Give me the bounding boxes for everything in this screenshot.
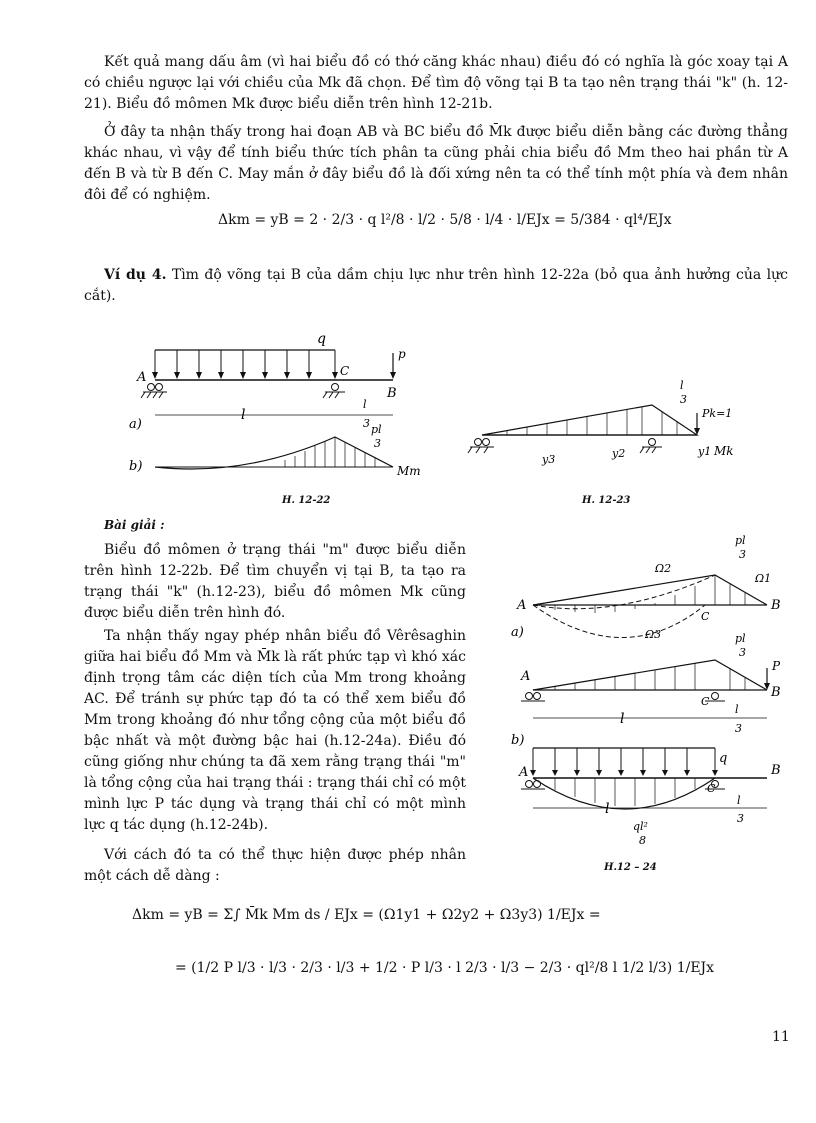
fig22-label-q: q xyxy=(317,331,326,347)
fig24-b-c: B xyxy=(771,763,781,778)
page-number: 11 xyxy=(772,1029,790,1045)
fig24-b-b: B xyxy=(771,685,781,700)
equation-text: Δkm = yB = 2 · 2/3 · q l²/8 · l/2 · 5/8 · l/4 · l/EJx = 5/384 · ql⁴/EJx xyxy=(218,212,672,228)
equation-text: = (1/2 P l/3 · l/3 · 2/3 · l/3 + 1/2 · P l/3 · l 2/3 · l/3 − 2/3 · ql²/8 l 1/2 l/3) 1/EJx xyxy=(175,960,715,976)
fig24-ql2-num: ql² xyxy=(633,820,648,833)
paragraph-symmetry: Ở đây ta nhận thấy trong hai đoạn AB và BC biểu đồ M̄k được biểu diễn bằng các đường thẳng khác nhau, vì vậy để tính biểu thức tích phân ta cũng phải chia biểu đồ Mm theo hai phần từ A đến B và từ B đến C. May mắn ở đây biểu đồ là đối xứng nên ta có thể tính một phía và đem nhân đôi để có nghiệm. xyxy=(84,124,788,203)
fig23-top-num: l xyxy=(680,379,684,392)
fig24-q: q xyxy=(719,751,728,766)
fig22-label-c: C xyxy=(340,364,350,378)
equation-deflection-2 xyxy=(132,907,601,923)
fig24-omega3: Ω3 xyxy=(645,628,662,641)
fig24-omega2: Ω2 xyxy=(655,562,672,575)
fig22-dim-l3-den: 3 xyxy=(363,417,370,430)
fig24-pl-den-b: 3 xyxy=(739,646,746,659)
fig24-subfig-a: a) xyxy=(511,625,524,640)
fig24-dim-l3-num-c: l xyxy=(737,794,741,807)
fig23-y3: y3 xyxy=(542,453,556,466)
fig24-pl-num-a: pl xyxy=(735,534,746,547)
fig23-y2: y2 xyxy=(612,447,626,460)
fig22-dim-l: l xyxy=(241,407,246,423)
fig22-label-b: B xyxy=(387,386,397,401)
fig24-pl-den-a: 3 xyxy=(739,548,746,561)
fig22-diag-val: pl xyxy=(371,423,382,436)
fig22-subfig-a: a) xyxy=(129,417,142,432)
fig23-pk: Pk=1 xyxy=(702,407,733,420)
fig22-diag-val-den: 3 xyxy=(374,437,381,450)
fig24-dim-l: l xyxy=(620,711,625,727)
paragraph-intro: Kết quả mang dấu âm (vì hai biểu đồ có thớ căng khác nhau) điều đó có nghĩa là góc xoay tại A có chiều ngược lại với chiều của Mk đã chọn. Để tìm độ võng tại B ta tạo nên trạng thái "k" (h. 12-21). Biểu đồ mômen Mk được biểu diễn trên hình 12-21b. xyxy=(84,54,788,112)
fig24-ql2-den: 8 xyxy=(639,834,646,847)
fig24-dim-l3-den-c: 3 xyxy=(737,812,744,825)
paragraph-state-m: Biểu đồ mômen ở trạng thái "m" được biểu diễn trên hình 12-22b. Để tìm chuyển vị tại B, ta tạo ra trạng thái "k" (h.12-23), biểu đồ mômen Mk cũng được biểu diễn trên hình đó. xyxy=(84,542,466,621)
fig24-a-a: A xyxy=(517,598,527,613)
equation-deflection-3 xyxy=(175,960,714,976)
fig24-c-c: C xyxy=(707,782,716,795)
fig22-label-p: p xyxy=(398,347,406,361)
fig24-subfig-b: b) xyxy=(511,733,525,748)
fig24-c-a: C xyxy=(701,610,710,623)
fig23-top-den: 3 xyxy=(680,393,687,406)
figure-12-22 xyxy=(125,325,421,510)
fig24-dim-l3-den-b: 3 xyxy=(735,722,742,735)
fig22-diag-name: Mm xyxy=(397,464,421,478)
paragraph-easy-multiply: Với cách đó ta có thể thực hiện được phép nhân một cách dễ dàng : xyxy=(84,847,466,884)
fig24-a-c: A xyxy=(519,765,529,780)
fig23-mk: Mk xyxy=(714,444,734,458)
equation-text: Δkm = yB = Σ∫ M̄k Mm ds / EJx = (Ω1y1 + Ω2y2 + Ω3y3) 1/EJx = xyxy=(132,907,601,923)
figure-12-23 xyxy=(452,375,772,490)
equation-deflection-1 xyxy=(218,212,671,228)
fig24-c-b: C xyxy=(701,695,710,708)
fig24-pl-num-b: pl xyxy=(735,632,746,645)
caption-12-24: H.12 – 24 xyxy=(604,862,657,873)
fig22-label-a: A xyxy=(137,370,147,385)
caption-12-22: H. 12-22 xyxy=(282,495,331,506)
fig24-dim-l3-num-b: l xyxy=(735,703,739,716)
paragraph-example-4 xyxy=(84,265,788,307)
fig22-subfig-b: b) xyxy=(129,459,143,474)
solution-label: Bài giải : xyxy=(104,518,165,532)
fig24-omega1: Ω1 xyxy=(755,572,772,585)
figure-12-24 xyxy=(505,530,795,850)
fig22-dim-l3-num: l xyxy=(363,398,367,411)
fig24-b-a: B xyxy=(771,598,781,613)
fig24-dim-l-c: l xyxy=(605,801,610,817)
fig24-a-b: A xyxy=(521,669,531,684)
example-text: Tìm độ võng tại B của dầm chịu lực như trên hình 12-22a (bỏ qua ảnh hưởng của lực cắt). xyxy=(84,267,788,304)
fig24-p: P xyxy=(772,659,781,673)
fig23-y1: y1 xyxy=(698,445,712,458)
paragraph-vereshchagin: Ta nhận thấy ngay phép nhân biểu đồ Vêrêsaghin giữa hai biểu đồ Mm và M̄k là rất phức tạp vì khó xác định trọng tâm các diện tích của Mm trong khoảng AC. Để tránh sự phức tạp đó ta có thể xem biểu đồ Mm trong khoảng đó như tổng cộng của một biểu đồ bậc nhất và một đường bậc hai (h.12-24a). Điều đó cũng giống như chúng ta đã xem rằng trạng thái "m" là tổng cộng của hai trạng thái : trạng thái chỉ có một mình lực P tác dụng và trạng thái chỉ có một mình lực q tác dụng (h.12-24b). xyxy=(84,628,466,833)
caption-12-23: H. 12-23 xyxy=(582,495,631,506)
example-label: Ví dụ 4. xyxy=(104,267,167,283)
